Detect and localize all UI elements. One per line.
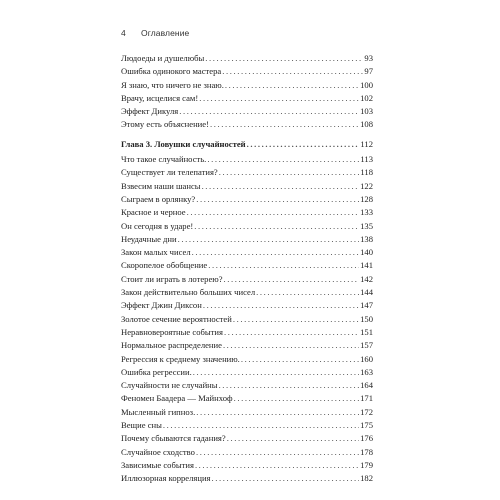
toc-entry-page: 144	[360, 287, 373, 298]
toc-entry-title: Глава 3. Ловушки случайностей	[121, 138, 246, 149]
dot-leader	[163, 419, 359, 432]
toc-entry-page: 93	[364, 53, 373, 63]
toc-entry-title: Зависимые события	[121, 459, 194, 470]
toc-entry	[121, 220, 373, 233]
dot-leader	[222, 65, 363, 78]
toc-entry-title: Нормальное распределение	[121, 340, 222, 351]
dot-leader	[241, 353, 359, 366]
toc-entry	[121, 153, 373, 166]
toc-entry	[121, 180, 373, 193]
toc-entry	[121, 432, 373, 445]
toc-entry-title: Почему сбываются гадания?	[121, 433, 226, 444]
toc-entry	[121, 379, 373, 392]
toc-entry-page: 150	[360, 313, 373, 324]
toc-entry	[121, 259, 373, 272]
page-number: 4	[121, 28, 126, 38]
dot-leader	[208, 259, 359, 272]
toc-entry-page: 100	[360, 79, 373, 90]
dot-leader	[233, 313, 359, 326]
toc-entry-title: Этому есть объяснение!	[121, 119, 209, 130]
toc-entry	[121, 193, 373, 206]
toc-entry	[121, 339, 373, 352]
toc-entry-page: 151	[360, 326, 373, 337]
toc-entry	[121, 65, 373, 78]
toc-entry-page: 140	[360, 247, 373, 258]
toc-entry	[121, 52, 373, 65]
toc-entry	[121, 299, 373, 312]
toc-entry-page: 133	[360, 207, 373, 218]
dot-leader	[196, 193, 359, 206]
toc-entry-title: Эффект Джин Диксон	[121, 300, 202, 311]
toc-entry-title: Иллюзорная корреляция	[121, 473, 211, 484]
dot-leader	[219, 379, 360, 392]
toc-entry-title: Ошибка одинокого мастера	[121, 66, 222, 77]
toc-entry-title: Он сегодня в ударе!	[121, 220, 194, 231]
dot-leader	[195, 459, 359, 472]
toc-entry	[121, 233, 373, 246]
dot-leader	[212, 472, 360, 485]
toc-entry	[121, 206, 373, 219]
dot-leader	[196, 446, 359, 459]
toc-entry-page: 113	[360, 154, 373, 165]
dot-leader	[227, 432, 359, 445]
dot-leader	[224, 326, 359, 339]
toc-entry	[121, 118, 373, 131]
toc-entry-title: Неравновероятные события	[121, 326, 223, 337]
toc-entry-page: 108	[360, 119, 373, 130]
dot-leader	[224, 273, 360, 286]
toc-entry-page: 135	[360, 220, 373, 231]
toc-entry-title: Мысленный гипноз.	[121, 406, 196, 417]
toc-entry-page: 141	[360, 260, 373, 271]
toc-entry	[121, 353, 373, 366]
toc-entry-title: Существует ли телепатия?	[121, 167, 218, 178]
toc-entry-title: Регрессия к среднему значению.	[121, 353, 240, 364]
dot-leader	[210, 118, 359, 131]
toc-entry-title: Эффект Дикуля	[121, 106, 179, 117]
toc-entry	[121, 392, 373, 405]
dot-leader	[196, 406, 359, 419]
dot-leader	[247, 138, 360, 151]
toc-entry-page: 157	[360, 340, 373, 351]
toc-entry-page: 138	[360, 233, 373, 244]
toc-entry-title: Закон действительно больших чисел	[121, 287, 256, 298]
toc-entry-title: Неудачные дни	[121, 233, 177, 244]
toc-entry	[121, 92, 373, 105]
dot-leader	[199, 92, 359, 105]
toc-entry	[121, 459, 373, 472]
toc-entry-page: 182	[360, 473, 373, 484]
toc-entry-page: 172	[360, 406, 373, 417]
dot-leader	[193, 366, 359, 379]
toc-entry-page: 102	[360, 92, 373, 103]
toc-entry-title: Врачу, исцелися сам!	[121, 92, 199, 103]
toc-entry	[121, 446, 373, 459]
toc-entry-page: 163	[360, 366, 373, 377]
toc-entry-page: 171	[360, 393, 373, 404]
toc-entry-page: 176	[360, 433, 373, 444]
toc-entry-title: Я знаю, что ничего не знаю.	[121, 79, 224, 90]
toc-entry-page: 179	[360, 459, 373, 470]
dot-leader	[202, 180, 360, 193]
dot-leader	[192, 246, 359, 259]
dot-leader	[223, 339, 359, 352]
toc-entry	[121, 472, 373, 485]
toc-entry	[121, 105, 373, 118]
toc-entry-page: 164	[360, 380, 373, 391]
dot-leader	[256, 286, 359, 299]
toc-entry-title: Случайности не случайны	[121, 380, 218, 391]
dot-leader	[207, 153, 359, 166]
toc-entry-page: 142	[360, 273, 373, 284]
toc-entry	[121, 313, 373, 326]
dot-leader	[205, 52, 363, 65]
dot-leader	[179, 105, 359, 118]
toc-entry-page: 160	[360, 353, 373, 364]
dot-leader	[194, 220, 359, 233]
toc-entry-page: 118	[360, 167, 373, 178]
toc-entry-title: Что такое случайность.	[121, 154, 207, 165]
toc-entry-title: Людоеды и душелюбы	[121, 53, 205, 63]
toc-entry	[121, 366, 373, 379]
toc-entry-title: Закон малых чисел	[121, 247, 191, 258]
toc-entry	[121, 79, 373, 92]
toc-entry	[121, 406, 373, 419]
toc-entry-title: Взвесим наши шансы	[121, 180, 201, 191]
dot-leader	[203, 299, 359, 312]
dot-leader	[225, 79, 359, 92]
toc-entry	[121, 286, 373, 299]
toc-entry-title: Сыграем в орлянку?	[121, 193, 196, 204]
table-of-contents	[121, 52, 373, 486]
toc-entry-title: Случайное сходство	[121, 446, 195, 457]
dot-leader	[187, 206, 359, 219]
toc-entry-page: 147	[360, 300, 373, 311]
toc-entry-page: 112	[360, 138, 373, 149]
toc-entry	[121, 166, 373, 179]
toc-entry-page: 175	[360, 420, 373, 431]
toc-entry-page: 122	[360, 180, 373, 191]
dot-leader	[178, 233, 359, 246]
toc-entry	[121, 326, 373, 339]
toc-entry-page: 178	[360, 446, 373, 457]
running-head	[121, 28, 189, 38]
toc-entry-title: Стоит ли играть в лотерею?	[121, 273, 223, 284]
dot-leader	[219, 166, 360, 179]
toc-entry-page: 97	[364, 66, 373, 77]
toc-chapter-entry	[121, 138, 373, 151]
running-head-title: Оглавление	[141, 28, 190, 38]
toc-entry	[121, 273, 373, 286]
toc-entry-title: Вещие сны	[121, 420, 162, 431]
toc-entry	[121, 419, 373, 432]
dot-leader	[234, 392, 360, 405]
toc-entry-title: Золотое сечение вероятностей	[121, 313, 232, 324]
toc-entry-title: Ошибка регрессии.	[121, 366, 192, 377]
toc-entry	[121, 246, 373, 259]
toc-entry-title: Феномен Баадера — Майнхоф	[121, 393, 233, 404]
toc-entry-page: 103	[360, 106, 373, 117]
toc-entry-page: 128	[360, 193, 373, 204]
toc-entry-title: Скоропелое обобщение	[121, 260, 208, 271]
toc-entry-title: Красное и черное	[121, 207, 186, 218]
